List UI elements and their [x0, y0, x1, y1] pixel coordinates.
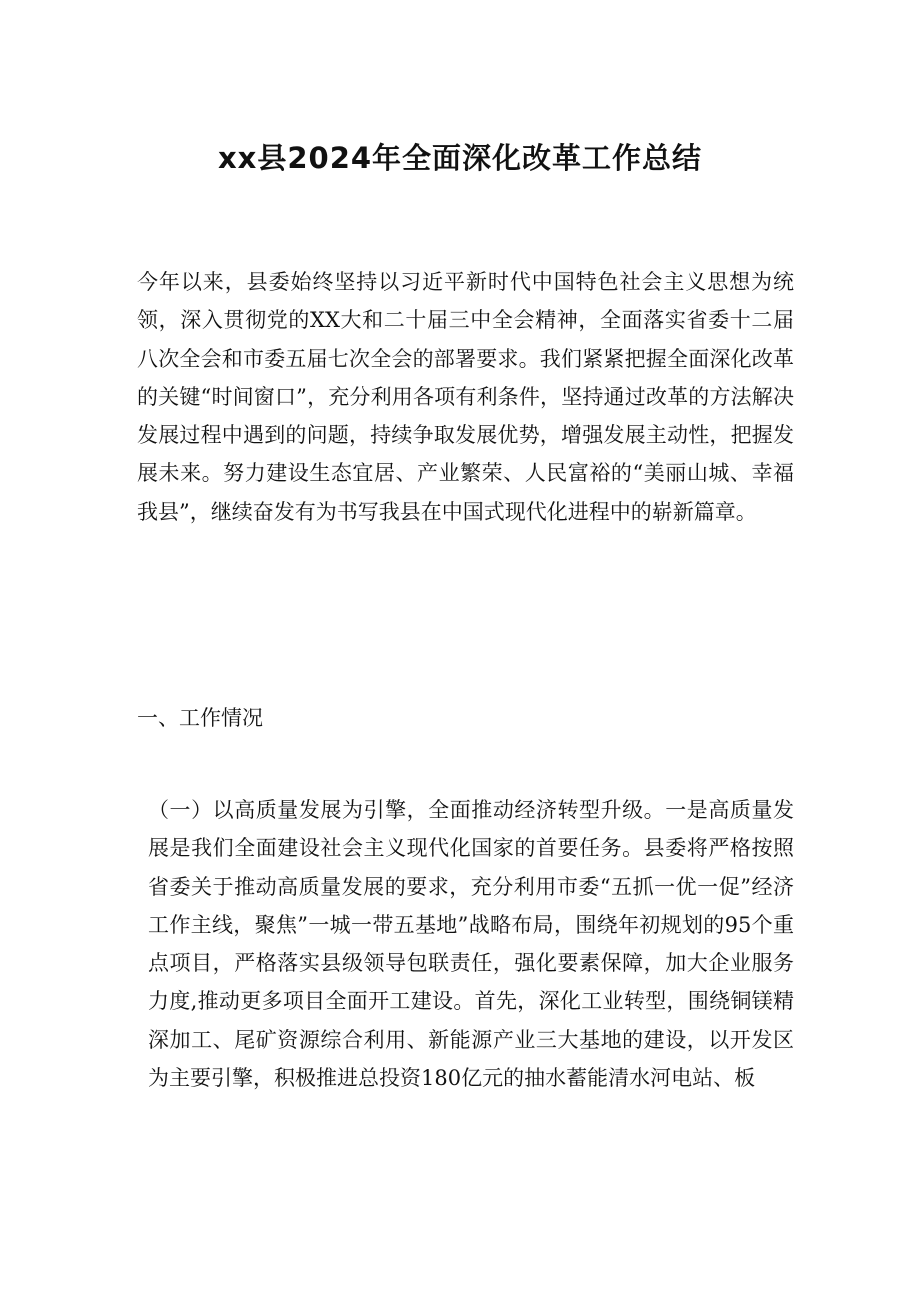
document-title: xx县2024年全面深化改革工作总结 — [217, 141, 703, 175]
section-heading: 一、工作情况 — [137, 706, 263, 730]
intro-paragraph: 今年以来，县委始终坚持以习近平新时代中国特色社会主义思想为统领，深入贯彻党的XX大和二十届三中全会精神，全面落实省委十二届八次全会和市委五届七次全会的部署要求。我们紧紧把握全面深化改革的关键“时间窗口”，充分利用各项有利条件，坚持通过改革的方法解决发展过程中遇到的问题，持续争取发展优势，增强发展主动性，把握发展未来。努力建设生态宜居、产业繁荣、人民富裕的“美丽山城、幸福我县”，继续奋发有为书写我县在中国式现代化进程中的崭新篇章。 — [137, 270, 794, 524]
section-1-paragraph: （一）以高质量发展为引擎，全面推动经济转型升级。一是高质量发展是我们全面建设社会主义现代化国家的首要任务。县委将严格按照省委关于推动高质量发展的要求，充分利用市委“五抓一优一促”经济工作主线，聚焦”一城一带五基地”战略布局，围绕年初规划的95个重点项目，严格落实县级领导包联责任，强化要素保障，加大企业服务力度,推动更多项目全面开工建设。首先，深化工业转型，围绕铜镁精深加工、尾矿资源综合利用、新能源产业三大基地的建设，以开发区为主要引擎，积极推进总投资180亿元的抽水蓄能清水河电站、板 — [148, 798, 794, 1091]
